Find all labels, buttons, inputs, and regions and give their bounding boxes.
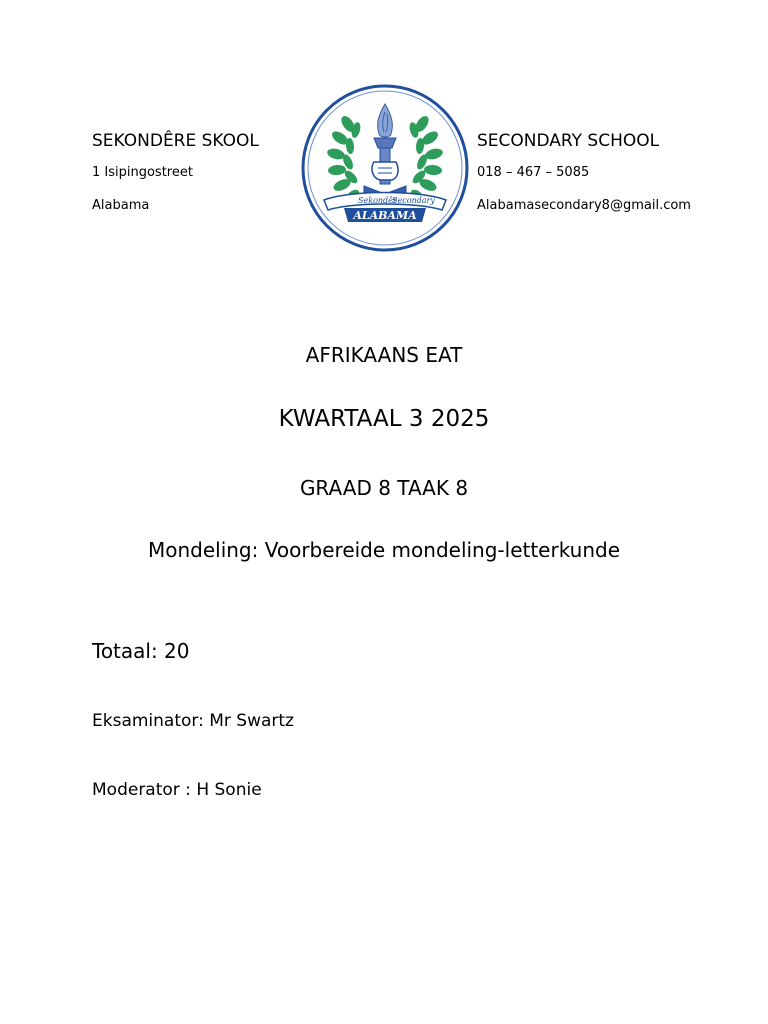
- school-address: 1 Isipingostreet: [92, 165, 193, 180]
- school-name-english: SECONDARY SCHOOL: [477, 131, 660, 151]
- school-email: Alabamasecondary8@gmail.com: [477, 198, 691, 213]
- crest-banner-text: ALABAMA: [353, 209, 417, 222]
- grade-task-title: GRAAD 8 TAAK 8: [299, 476, 469, 500]
- school-name-afrikaans: SEKONDÊRE SKOOL: [92, 131, 259, 151]
- task-description: Mondeling: Voorbereide mondeling-letterkunde: [147, 538, 621, 562]
- total-marks: Totaal: 20: [92, 639, 190, 663]
- term-title: KWARTAAL 3 2025: [278, 406, 490, 432]
- examiner-line: Eksaminator: Mr Swartz: [92, 711, 294, 731]
- school-phone: 018 – 467 – 5085: [477, 165, 590, 180]
- crest-ribbon-left-text: Sekondêr: [358, 196, 397, 205]
- subject-title: AFRIKAANS EAT: [305, 343, 463, 367]
- moderator-line: Moderator : H Sonie: [92, 780, 262, 800]
- school-crest-icon: [300, 82, 470, 254]
- school-town: Alabama: [92, 198, 150, 213]
- crest-ribbon-right-text: Secondary: [392, 196, 435, 205]
- crest-banner: [344, 208, 426, 222]
